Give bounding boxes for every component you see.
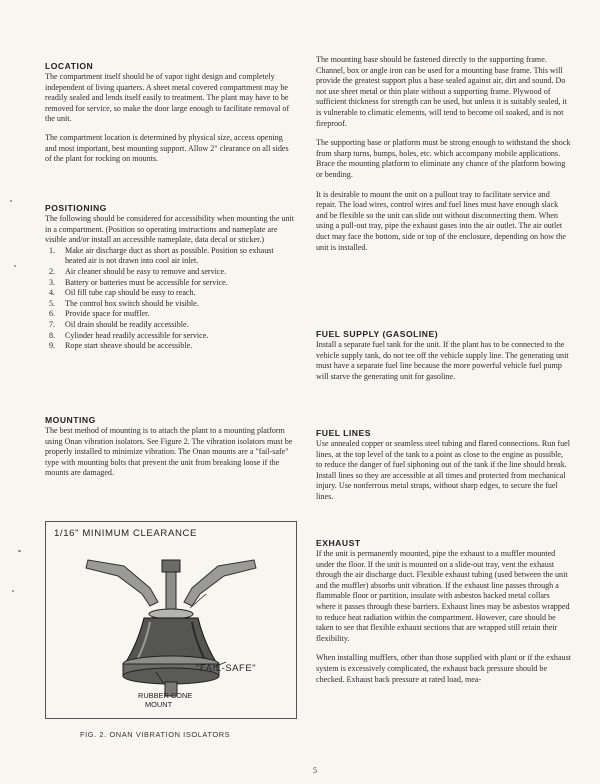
section-positioning xyxy=(45,203,295,352)
vibration-isolator-illustration xyxy=(46,522,296,718)
rubber-cone-label: RUBBER CONE xyxy=(138,691,193,700)
list-item: 6. Provide space for muffler. xyxy=(49,309,150,319)
section-exhaust xyxy=(316,538,571,685)
exhaust-paragraph-2: When installing mufflers, other than those supplied with plant or if the exhaust system is excessively complicated, the exhaust back pressure should be checked. Exhaust back pressure at rated load, mea- xyxy=(316,653,571,684)
mounting-paragraph-1: The best method of mounting is to attach the plant to a mounting platform using Onan vibration isolators. See Figure 2. The vibration isolators must be properly installed to minimize vibration. The Onan mounts are a "fail-safe" type with mounting bolts that prevent the unit from breaking loose if the mounts are damaged. xyxy=(45,426,293,478)
list-item: 8. Cylinder head readily accessible for service. xyxy=(49,330,209,340)
list-item: 7. Oil drain should be readily accessible. xyxy=(49,319,189,329)
positioning-heading: POSITIONING xyxy=(45,203,107,213)
page-number: 5 xyxy=(313,766,317,775)
fuel-lines-heading: FUEL LINES xyxy=(316,428,371,438)
scan-speck xyxy=(10,200,12,202)
list-item: 2. Air cleaner should be easy to remove and service. xyxy=(49,266,227,276)
section-mounting-base xyxy=(316,55,571,253)
fuel-supply-heading: FUEL SUPPLY (GASOLINE) xyxy=(316,329,439,339)
list-item: 3. Battery or batteries must be accessible for service. xyxy=(49,277,228,287)
figure-caption: FIG. 2. ONAN VIBRATION ISOLATORS xyxy=(80,730,231,739)
positioning-list xyxy=(45,246,295,352)
failsafe-label: "FAIL-SAFE" xyxy=(196,662,257,673)
mounting-heading: MOUNTING xyxy=(45,415,96,425)
section-fuel-supply xyxy=(316,329,571,382)
figure-vibration-isolator xyxy=(45,521,297,719)
list-item: 1. Make air discharge duct as short as possible. Position so exhaust heated air is not drawn into cool air inlet. xyxy=(49,245,274,266)
bolt-head-icon xyxy=(162,560,180,572)
exhaust-paragraph-1: If the unit is permanently mounted, pipe the exhaust to a muffler mounted under the floor. If the unit is mounted on a slide-out tray, vent the exhaust through the air discharge duct. Flexible exhaust tubing (used between the unit and the muffler) absorbs unit vibration. If the exhaust line passes through a flammable floor or partition, insulate with asbestos backed metal collars where it passes through these barriers. Exhaust lines may be asbestos wrapped to reduce heat radiation within the compartment. However, care should be taken to see that flexible exhaust sections that are wrapped still retain their flexibility. xyxy=(316,549,570,643)
upper-bracket-right xyxy=(184,560,256,606)
location-paragraph-2: The compartment location is determined by physical size, access opening and most important, best mounting support. Allow 2" clearance on all sides of the plant for rocking on mounts. xyxy=(45,132,289,164)
section-mounting xyxy=(45,415,295,479)
scan-speck xyxy=(18,550,21,552)
exhaust-heading: EXHAUST xyxy=(316,538,361,548)
upper-bracket-left xyxy=(86,560,158,606)
figure-title: 1/16" MINIMUM CLEARANCE xyxy=(54,528,198,539)
fuel-lines-paragraph: Use annealed copper or seamless steel tubing and flared connections. Run fuel lines, at the top level of the tank to a point as close to the engine as possible, to reduce the danger of fuel siphoning out of the tank if the line should break. Install lines so they are accessible at all times and protected from mechanical injury. Use nonferrous metal straps, without sharp edges, to secure the fuel lines. xyxy=(316,439,570,501)
location-paragraph-1: The compartment itself should be of vapor tight design and completely independent of living quarters. A sheet metal covered compartment may be readily sealed and lends itself easily to treatment. The plant may have to be removed for service, so make the door large enough to facilitate removal of the unit. xyxy=(45,72,290,124)
fuel-supply-paragraph: Install a separate fuel tank for the unit. If the plant has to be connected to the vehicle supply tank, do not tee off the vehicle supply line. The generating unit must have a separate fuel line because the more powerful vehicle fuel pump will starve the generating unit for gasoline. xyxy=(316,340,569,381)
section-fuel-lines xyxy=(316,428,571,503)
scan-speck xyxy=(14,265,16,267)
list-item: 5. The control box switch should be visible. xyxy=(49,298,199,308)
base-paragraph-3: It is desirable to mount the unit on a pullout tray to facilitate service and repair. The load wires, control wires and fuel lines must have enough slack and be flexible so the unit can slide out without disconnecting them. When using a pull-out tray, pipe the exhaust gases into the air outlet. The air outlet duct may face the bottom, side or top of the enclosure, depending on how the unit is installed. xyxy=(316,189,566,252)
mount-label: MOUNT xyxy=(145,700,173,709)
list-item: 4. Oil fill tube cap should be easy to reach. xyxy=(49,288,196,298)
section-location xyxy=(45,61,295,165)
bolt-shaft xyxy=(166,572,176,612)
base-paragraph-2: The supporting base or platform must be strong enough to withstand the shock from sharp turns, bumps, holes, etc. which accompany mobile applications. Brace the mounting platform to eliminate any chance of the platform bowing or bending. xyxy=(316,138,571,179)
positioning-intro: The following should be considered for accessibility when mounting the unit in a compartment. (Position so operating instructions and nameplate are visible and/or install an accessible nameplate, data decal or sticker.) xyxy=(45,214,295,245)
scan-speck xyxy=(12,590,14,592)
list-item: 9. Rope start sheave should be accessible. xyxy=(49,341,193,351)
location-heading: LOCATION xyxy=(45,61,94,71)
base-paragraph-1: The mounting base should be fastened directly to the supporting frame. Channel, box or angle iron can be used for a mounting base frame. This will provide the greatest support plus a base sealed against air, dirt and sound. Do not use sheet metal or thin plate without a supporting frame. Plywood of sufficient thickness for strength can be used, but unless it is suitably sealed, it is vulnerable to climatic elements, will tend to become oil soaked, and is not fireproof. xyxy=(316,55,567,128)
